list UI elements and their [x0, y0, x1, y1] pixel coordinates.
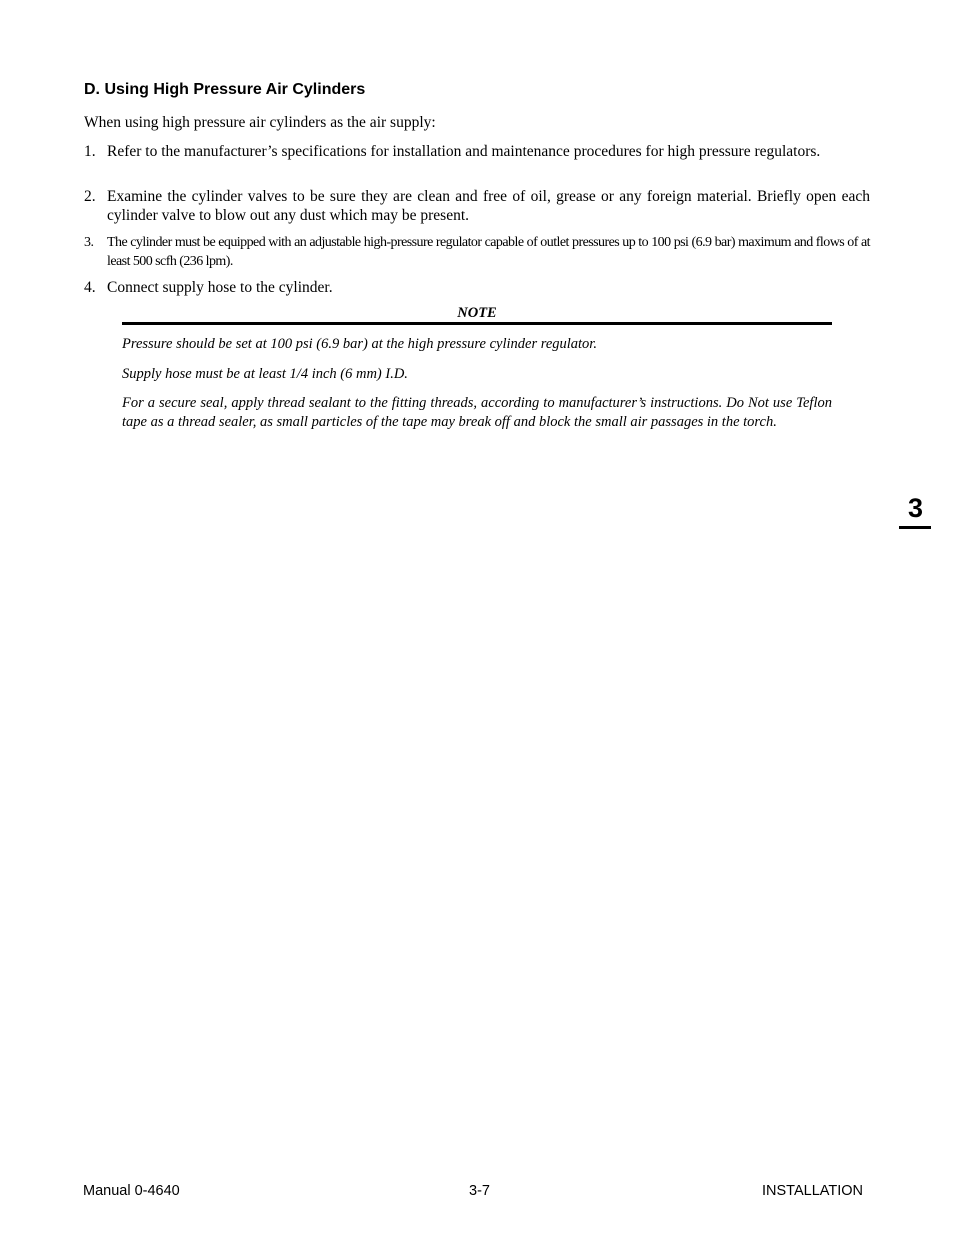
step-number: 4.	[84, 279, 96, 296]
note-paragraph-hose: Supply hose must be at least 1/4 inch (6 mm) I.D.	[122, 366, 408, 382]
section-heading: D. Using High Pressure Air Cylinders	[84, 81, 366, 98]
chapter-tab-rule	[899, 526, 931, 529]
note-paragraph-pressure: Pressure should be set at 100 psi (6.9 bar) at the high pressure cylinder regulator.	[122, 336, 597, 352]
footer-manual-number: Manual 0-4640	[83, 1183, 180, 1199]
note-paragraph-sealant: For a secure seal, apply thread sealant to the fitting threads, according to manufacturer’s instructions. Do Not use Teflon tape as a thread sealer, as small particles of the tape may break off and block the small air passages in the torch.	[122, 395, 832, 430]
intro-paragraph: When using high pressure air cylinders as the air supply:	[84, 114, 436, 131]
step-number: 1.	[84, 143, 96, 160]
step-1	[84, 142, 870, 161]
note-label: NOTE	[457, 305, 497, 321]
step-2	[84, 187, 870, 225]
step-number: 3.	[84, 235, 94, 250]
step-4	[84, 278, 870, 297]
step-text: Connect supply hose to the cylinder.	[107, 279, 333, 296]
footer-section-name: INSTALLATION	[762, 1183, 863, 1199]
chapter-tab-number: 3	[907, 493, 924, 523]
step-text: Examine the cylinder valves to be sure they are clean and free of oil, grease or any foreign material. Briefly open each cylinder valve to blow out any dust which may be present.	[107, 188, 870, 224]
footer-page-number: 3-7	[469, 1183, 490, 1199]
step-number: 2.	[84, 188, 96, 205]
note-divider	[122, 322, 832, 325]
step-text: Refer to the manufacturer’s specifications for installation and maintenance procedures for high pressure regulators.	[107, 143, 821, 160]
step-text: The cylinder must be equipped with an adjustable high-pressure regulator capable of outlet pressures up to 100 psi (6.9 bar) maximum and flows of at least 500 scfh (236 lpm).	[107, 235, 870, 269]
step-3	[84, 233, 870, 271]
